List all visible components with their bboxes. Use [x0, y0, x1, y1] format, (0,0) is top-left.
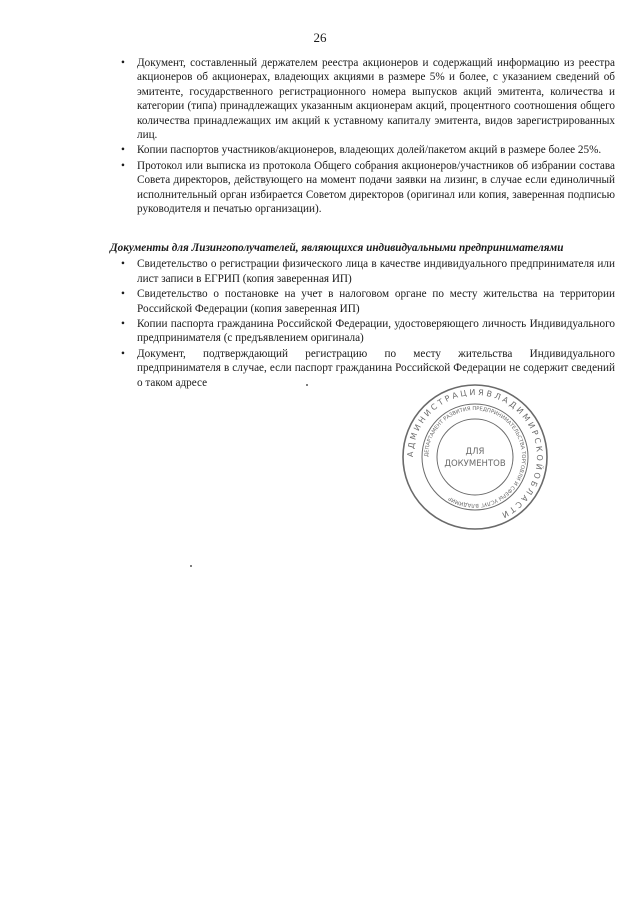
- stamp-center-line2: ДОКУМЕНТОВ: [444, 459, 506, 469]
- list-item: [117, 159, 615, 217]
- list-item-text: Свидетельство о постановке на учет в налоговом органе по месту жительства на территории Российской Федерации (копия заверенная ИП): [137, 288, 615, 315]
- bullet-icon: •: [121, 318, 125, 331]
- list-item-text: Копии паспортов участников/акционеров, владеющих долей/пакетом акций в размере более 25%.: [137, 144, 602, 157]
- bullet-icon: •: [121, 159, 125, 172]
- list-item: [117, 143, 615, 157]
- bullet-icon: •: [121, 144, 125, 157]
- bullet-icon: •: [121, 258, 125, 271]
- stray-mark: [190, 565, 192, 567]
- list-item-text: Документ, составленный держателем реестра акционеров и содержащий информацию из реестра акционеров об акционерах, владеющих акциями в размере 5% и более, с указанием сведений об эмитенте, государственного регистрационного номера выпусков акций эмитента, количества и категории (типа) принадлежащих указанным акционерам акций, процентного соотношения общего количества принадлежащих им акций к уставному капиталу эмитента, видов зарегистрированных лиц.: [137, 57, 615, 142]
- stray-mark: [306, 384, 308, 386]
- list-item-text: Копии паспорта гражданина Российской Федерации, удостоверяющего личность Индивидуального предпринимателя (с предъявлением оригинала): [137, 318, 615, 345]
- section-heading: Документы для Лизингополучателей, являющихся индивидуальными предпринимателями: [110, 242, 564, 254]
- bullet-icon: •: [121, 57, 125, 69]
- list-item: [117, 56, 615, 142]
- requirements-list-top: [117, 56, 615, 217]
- stamp-inner-circle: [437, 419, 513, 495]
- stamp-inner-text: ДЕПАРТАМЕНТ РАЗВИТИЯ ПРЕДПРИНИМАТЕЛЬСТВА ТОРГОВЛИ И СФЕРЫ УСЛУГ ВЛАДИМИР: [423, 405, 527, 509]
- stamp-middle-circle: [422, 404, 528, 510]
- list-item-text: Протокол или выписка из протокола Общего собрания акционеров/участников об избрании состава Совета директоров, действующего на момент подачи заявки на лизинг, в случае если единоличный исполнительный орган избирается Советом директоров (оригинал или копия, заверенная подписью руководителя и печатью организации).: [137, 159, 615, 216]
- list-item: [117, 287, 615, 316]
- list-item-text: Документ, подтверждающий регистрацию по месту жительства Индивидуального предпринимателя в случае, если паспорт гражданина Российской Федерации не содержит сведений о таком адресе: [137, 347, 615, 389]
- list-item: [117, 317, 615, 346]
- bullet-icon: •: [121, 347, 125, 360]
- stamp-outer-text: А Д М И Н И С Т Р А Ц И Я В Л А Д И М И Р С К О Й О Б Л А С Т И: [405, 387, 545, 520]
- list-item: [117, 257, 615, 286]
- bullet-icon: •: [121, 288, 125, 301]
- list-item-text: Свидетельство о регистрации физического лица в качестве индивидуального предпринимателя или лист записи в ЕГРИП (копия заверенная ИП): [137, 258, 615, 285]
- stamp-center-line1: ДЛЯ: [465, 447, 485, 457]
- page-number: 26: [313, 30, 327, 45]
- official-stamp: [400, 382, 550, 532]
- entrepreneur-section: [110, 241, 615, 391]
